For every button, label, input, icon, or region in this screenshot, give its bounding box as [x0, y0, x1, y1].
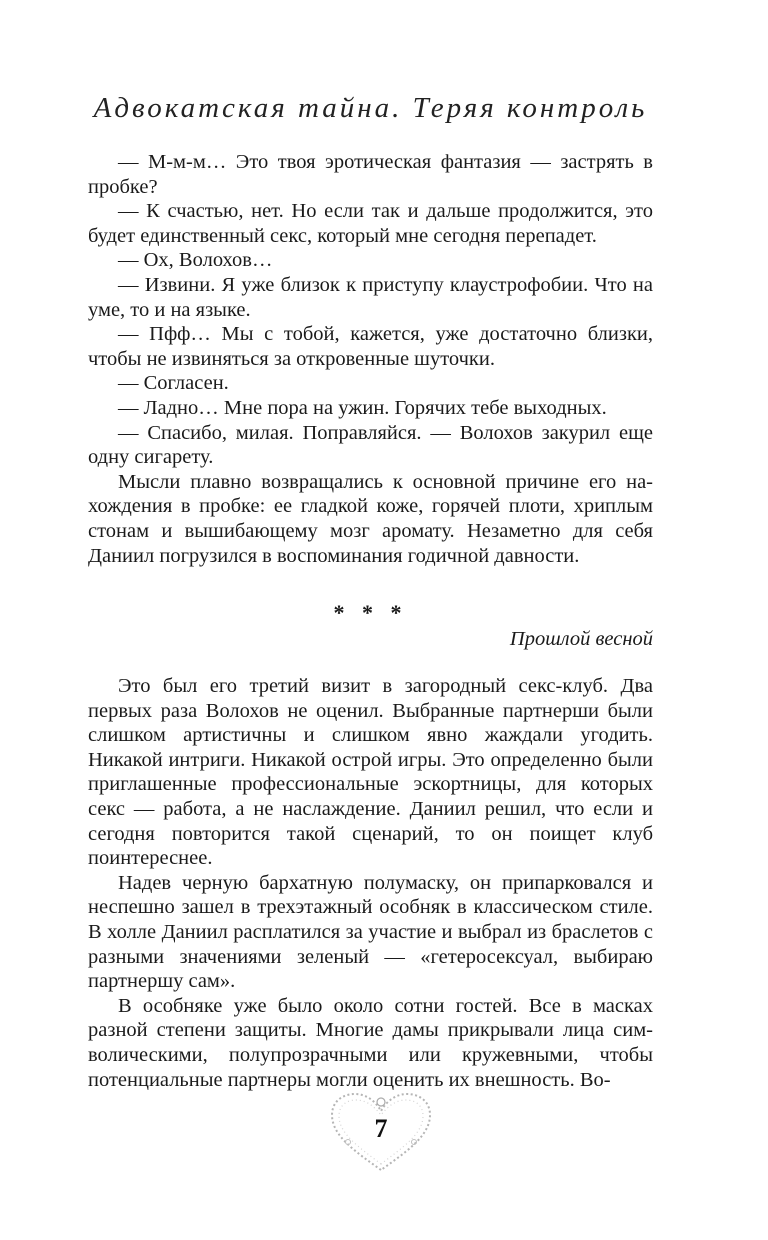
paragraph: Это был его третий визит в загородный секс-клуб. Два первых раза Волохов не оценил. Выбранные партнерши были слишком артистичны и слишком явно жаждали угодить. Никакой интриги. Никакой острой игры. Это определенно были приглашенные профессиональные эскортницы, для которых секс — работа, а не наслаждение. Даниил решил, что если и сегодня повторится такой сценарий, то он поищет клуб поинтереснее. [88, 675, 653, 870]
page-number: 7 [374, 1114, 388, 1143]
paragraph: — Ох, Волохов… [118, 249, 273, 272]
page-number-ornament [326, 1090, 436, 1174]
paragraph: — Ладно… Мне пора на ужин. Горячих тебе выходных. [118, 396, 607, 419]
paragraph: — Спасибо, милая. Поправляйся. — Волохов закурил еще одну сигарету. [88, 421, 653, 469]
section-one-text [88, 150, 653, 568]
paragraph: — М-м-м… Это твоя эротическая фантазия — застрять в пробке? [88, 151, 653, 198]
running-title: Адвокатская тайна. Теряя контроль [93, 92, 648, 124]
paragraph: Надев черную бархатную полумаску, он припарковался и неспешно зашел в трехэтажный особняк в классическом стиле. В холле Даниил расплатился за участие и выбрал из браслетов с разными значениями зеленый — «гетеросексуал, выбираю партнершу сам». [88, 871, 653, 993]
paragraph: — К счастью, нет. Но если так и дальше продолжится, это будет единственный секс, который мне сегодня перепадет. [88, 200, 653, 247]
paragraph: — Пфф… Мы с тобой, кажется, уже достаточно близки, чтобы не извиняться за откровенные шуточки. [88, 323, 653, 370]
paragraph: В особняке уже было около сотни гостей. Все в масках разной степени защиты. Многие дамы прикрывали лица символическими, полупрозрачными или кружевными, чтобы потенциальные партнеры могли оценить их внешность. Во- [88, 994, 653, 1091]
paragraph: — Извини. Я уже близок к приступу клаустрофобии. Что на уме, то и на языке. [88, 273, 653, 321]
section-subheading: Прошлой весной [509, 628, 653, 650]
paragraph: — Согласен. [118, 372, 229, 395]
section-two-text [88, 674, 653, 1092]
scene-separator: * * * [333, 600, 408, 625]
paragraph: Мысли плавно возвращались к основной причине его нахождения в пробке: ее гладкой коже, горячей плоти, хриплым стонам и вышибающему мозг аромату. Незаметно для себя Даниил погрузился в воспоминания годичной давности. [88, 470, 653, 567]
